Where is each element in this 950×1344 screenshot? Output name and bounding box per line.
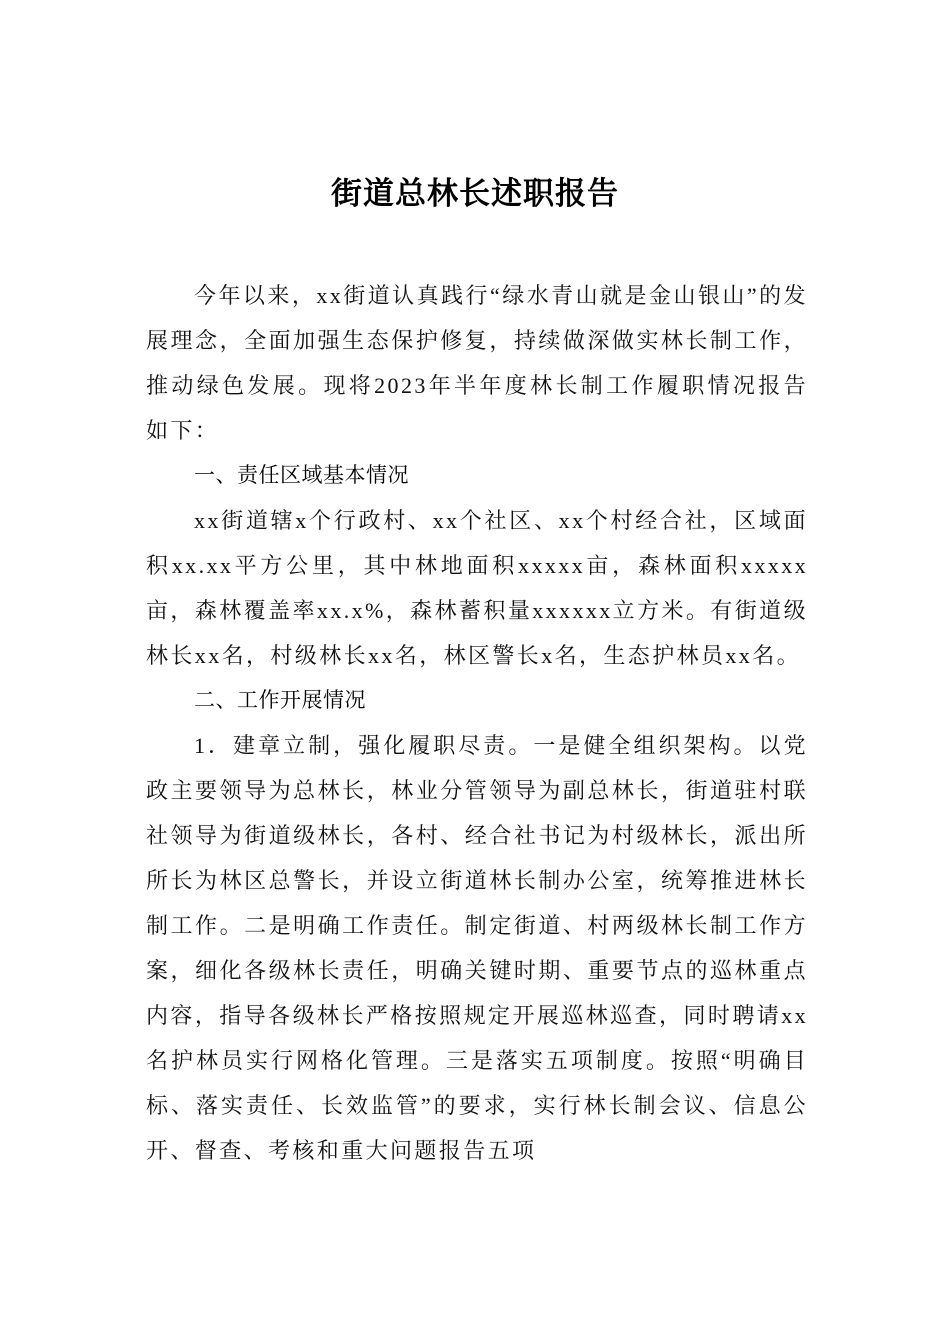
intro-paragraph: 今年以来，xx街道认真践行“绿水青山就是金山银山”的发展理念，全面加强生态保护修复，持续做深做实林长制工作，推动绿色发展。现将2023年半年度林长制工作履职情况报告如下： — [146, 283, 808, 443]
section-heading-1: 一、责任区域基本情况 — [194, 463, 409, 487]
section-1-paragraph: xx街道辖x个行政村、xx个社区、xx个村经合社，区域面积xx.xx平方公里，其中林地面积xxxxx亩，森林面积xxxxx亩，森林覆盖率xx.x%，森林蓄积量xxxxxx立方米。有街道级林长xx名，村级林长xx名，林区警长x名，生态护林员xx名。 — [146, 508, 808, 668]
section-heading-2: 二、工作开展情况 — [194, 688, 366, 712]
section-2-paragraph: 1．建章立制，强化履职尽责。一是健全组织架构。以党政主要领导为总林长，林业分管领导为副总林长，街道驻村联社领导为街道级林长，各村、经合社书记为村级林长，派出所所长为林区总警长，并设立街道林长制办公室，统筹推进林长制工作。二是明确工作责任。制定街道、村两级林长制工作方案，细化各级林长责任，明确关键时期、重要节点的巡林重点内容，指导各级林长严格按照规定开展巡林巡查，同时聘请xx名护林员实行网格化管理。三是落实五项制度。按照“明确目标、落实责任、长效监管”的要求，实行林长制会议、信息公开、督查、考核和重大问题报告五项 — [146, 733, 808, 1163]
document-body — [146, 273, 808, 1173]
document-title: 街道总林长述职报告 — [331, 176, 619, 212]
